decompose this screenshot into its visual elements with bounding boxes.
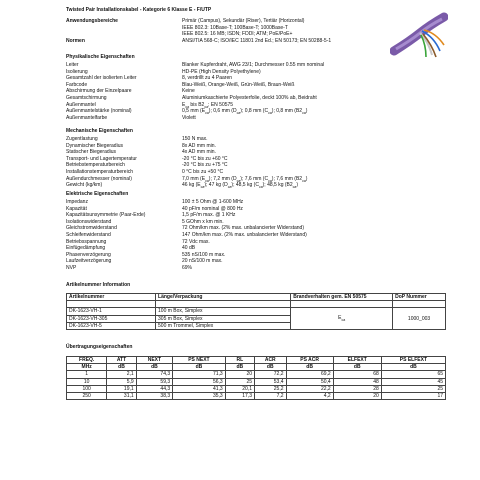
mechanical-value: 7,0 mm $(E_{ca})$; 7,2 mm $(D_{ca})$; 7,6 mm $(C_{ca})$; 7,6 mm $(B2_{ca})$ bbox=[182, 175, 308, 183]
tx-cell: 50,4 bbox=[286, 378, 333, 385]
physical-label: Farbcode bbox=[66, 81, 88, 88]
general-label: Normen bbox=[66, 37, 85, 44]
tx-cell: 59,3 bbox=[136, 378, 173, 385]
physical-row bbox=[66, 62, 446, 69]
table-row bbox=[67, 392, 446, 399]
article-heading: Artikelnummer Information bbox=[66, 282, 131, 288]
tx-cell: 5,9 bbox=[107, 378, 136, 385]
mechanical-section bbox=[66, 128, 446, 189]
electrical-label: Impedanz bbox=[66, 199, 88, 205]
tx-cell: 1 bbox=[67, 371, 107, 378]
physical-label: Isolierung bbox=[66, 68, 88, 75]
electrical-row bbox=[66, 212, 446, 219]
tx-cell: 35,3 bbox=[173, 392, 226, 399]
tx-cell: 20 bbox=[225, 371, 254, 378]
electrical-label: Einfügedämpfung bbox=[66, 245, 106, 252]
article-table bbox=[66, 293, 446, 330]
general-label bbox=[66, 25, 182, 32]
general-value: Primär (Campus), Sekundär (Riser), Tertiär (Horizontal) bbox=[182, 18, 305, 24]
mechanical-label: Gewicht (kg/km) bbox=[66, 182, 103, 189]
general-value: IEEE 802.5: 16 MB; ISDN; FDDI; ATM; PoE/PoE+ bbox=[182, 31, 293, 38]
mechanical-row bbox=[66, 149, 446, 156]
mechanical-label: Dynamischer Biegeradius bbox=[66, 142, 123, 149]
article-header-cell: Brandverhalten gem. EN 50575 bbox=[291, 294, 393, 301]
electrical-value: 40 dB bbox=[182, 245, 196, 252]
physical-value: Blau-Weiß, Orange-Weiß, Grün-Weiß, Braun-Weiß bbox=[182, 81, 295, 88]
electrical-row bbox=[66, 199, 446, 206]
electrical-value: 1,5 pF/m max. @ 1 KHz bbox=[182, 212, 236, 219]
tx-cell: 250 bbox=[67, 392, 107, 399]
tx-cell: 53,4 bbox=[255, 378, 287, 385]
mechanical-heading: Mechanische Eigenschaften bbox=[66, 128, 133, 134]
electrical-row bbox=[66, 225, 446, 232]
electrical-label: Betriebsspannung bbox=[66, 238, 107, 245]
physical-value: 0,5 mm $(E_{ca})$; 0,6 mm $(D_{ca})$; 0,8 mm $(C_{ca})$; 0,8 mm $(B2_{ca})$ bbox=[182, 108, 308, 115]
tx-cell: 25 bbox=[225, 378, 254, 385]
electrical-row bbox=[66, 252, 446, 259]
mechanical-value: 46 kg $(E_{ca})$; 47 kg $(D_{ca})$; 48,5 kg $(C_{ca})$; 48,5 kg $(B2_{ca})$ bbox=[182, 182, 299, 189]
physical-label: Abschirmung der Einzelpaare bbox=[66, 88, 132, 95]
tx-cell: 25,2 bbox=[255, 385, 287, 392]
tx-unit-cell: dB bbox=[381, 364, 445, 371]
electrical-label: NVP bbox=[66, 264, 77, 271]
electrical-value: 69% bbox=[182, 264, 193, 271]
general-row bbox=[66, 18, 446, 25]
mechanical-value: 0 °C bis zu +50 °C bbox=[182, 168, 224, 175]
physical-section bbox=[66, 54, 446, 121]
electrical-row bbox=[66, 258, 446, 265]
mechanical-value: 8x AD mm min. bbox=[182, 142, 216, 149]
transmission-table bbox=[66, 356, 446, 400]
physical-row bbox=[66, 95, 446, 102]
electrical-label: Gleichstromwiderstand bbox=[66, 225, 117, 232]
mechanical-row bbox=[66, 143, 446, 150]
tx-cell: 48 bbox=[333, 378, 381, 385]
article-header-cell: Artikelnummer bbox=[67, 294, 156, 301]
tx-cell: 68 bbox=[333, 371, 381, 378]
article-cell: DK-1623-VH-5 bbox=[67, 322, 156, 329]
table-row bbox=[67, 357, 446, 364]
tx-header-cell: ACR bbox=[255, 357, 287, 364]
physical-value: $E_{ca}$ bis $B2_{ca}$; EN 50575 bbox=[182, 101, 234, 109]
tx-cell: 69,2 bbox=[286, 371, 333, 378]
electrical-value: 72 Vdc max. bbox=[182, 238, 210, 245]
article-cell bbox=[393, 301, 446, 308]
tx-cell: 38,3 bbox=[136, 392, 173, 399]
article-cell: 100 m Box, Simplex bbox=[156, 308, 291, 315]
tx-cell: 56,3 bbox=[173, 378, 226, 385]
electrical-label: Phasenverzögerung bbox=[66, 251, 111, 258]
electrical-row bbox=[66, 219, 446, 226]
electrical-row bbox=[66, 232, 446, 239]
electrical-heading: Elektrische Eigenschaften bbox=[66, 191, 129, 197]
electrical-row bbox=[66, 239, 446, 246]
tx-cell: 45 bbox=[381, 378, 445, 385]
tx-cell: 4,2 bbox=[286, 392, 333, 399]
fire-class-cell: $E_{ca}$ bbox=[291, 308, 393, 330]
article-cell: 305 m Box, Simplex bbox=[156, 315, 291, 322]
general-label: Anwendungsbereiche bbox=[66, 18, 118, 24]
physical-row bbox=[66, 115, 446, 122]
tx-cell: 20 bbox=[333, 392, 381, 399]
tx-header-cell: ELFEXT bbox=[333, 357, 381, 364]
electrical-label: Kapazität bbox=[66, 205, 87, 212]
mechanical-value: -20 °C bis zu +60 °C bbox=[182, 155, 228, 162]
tx-header-cell: NEXT bbox=[136, 357, 173, 364]
mechanical-label: Transport- und Lagertemperatur bbox=[66, 155, 137, 162]
mechanical-label: Betriebstemperaturbereich bbox=[66, 162, 125, 169]
mechanical-value: 4x AD mm min. bbox=[182, 149, 216, 156]
tx-cell: 71,3 bbox=[173, 371, 226, 378]
electrical-label: Isolationswiderstand bbox=[66, 218, 112, 225]
physical-row bbox=[66, 88, 446, 95]
tx-unit-cell: dB bbox=[333, 364, 381, 371]
general-label bbox=[66, 31, 182, 38]
mechanical-row bbox=[66, 182, 446, 189]
tx-cell: 17,3 bbox=[225, 392, 254, 399]
tx-cell: 44,3 bbox=[136, 385, 173, 392]
general-value: ANSI/TIA 568-C; ISO/IEC 11801 2nd Ed.; EN 50173; EN 50288-5-1 bbox=[182, 37, 332, 44]
mechanical-row bbox=[66, 169, 446, 176]
mechanical-label: Zugentlastung bbox=[66, 136, 98, 142]
general-row bbox=[66, 25, 446, 32]
tx-cell: 25 bbox=[381, 385, 445, 392]
tx-unit-cell: dB bbox=[286, 364, 333, 371]
electrical-value: 100 ± 5 Ohm @ 1-600 MHz bbox=[182, 199, 244, 205]
article-cell bbox=[291, 301, 393, 308]
mechanical-label: Installationstemperaturbereich bbox=[66, 168, 133, 175]
electrical-value: 147 Ohm/km max. (2% max. unbalancierter Widerstand) bbox=[182, 231, 307, 238]
tx-header-cell: RL bbox=[225, 357, 254, 364]
electrical-value: 72 Ohm/km max. (2% max. unbalancierter Widerstand) bbox=[182, 225, 304, 232]
tx-cell: 20,1 bbox=[225, 385, 254, 392]
article-cell: DK-1623-VH-1 bbox=[67, 308, 156, 315]
mechanical-label: Statischer Biegeradius bbox=[66, 149, 117, 156]
physical-value: Violett bbox=[182, 114, 196, 121]
electrical-value: 20 nS/100 m max. bbox=[182, 258, 223, 265]
tx-header-cell: PS ELFEXT bbox=[381, 357, 445, 364]
physical-label: Außenmantelfarbe bbox=[66, 114, 108, 121]
tx-cell: 100 bbox=[67, 385, 107, 392]
tx-cell: 72,2 bbox=[255, 371, 287, 378]
mechanical-row bbox=[66, 156, 446, 163]
tx-cell: 17 bbox=[381, 392, 445, 399]
physical-value: Keine bbox=[182, 88, 195, 95]
physical-label: Gesamtschirmung bbox=[66, 94, 107, 101]
physical-value: HD-PE (High Density Polyethylene) bbox=[182, 68, 261, 75]
tx-header-cell: ATT bbox=[107, 357, 136, 364]
document-title: Twisted Pair Installationskabel - Kategorie 6 Klasse E - F/UTP bbox=[66, 7, 212, 13]
tx-unit-cell: dB bbox=[107, 364, 136, 371]
physical-value: Aluminiumkaschierte Polyesterfolie, deckt 100% ab, Beidraht bbox=[182, 94, 317, 101]
electrical-label: Laufzeitverzögerung bbox=[66, 258, 112, 265]
tx-cell: 10 bbox=[67, 378, 107, 385]
tx-cell: 74,3 bbox=[136, 371, 173, 378]
tx-cell: 31,1 bbox=[107, 392, 136, 399]
article-cell bbox=[67, 301, 156, 308]
physical-value: Blanker Kupferdraht, AWG 23/1; Durchmesser 0.55 mm nominal bbox=[182, 62, 325, 68]
tx-unit-cell: dB bbox=[225, 364, 254, 371]
physical-row bbox=[66, 75, 446, 82]
physical-label: Leiter bbox=[66, 62, 79, 68]
electrical-value: 40 pF/m nominal @ 800 Hz bbox=[182, 205, 243, 212]
general-row bbox=[66, 31, 446, 38]
table-row bbox=[67, 385, 446, 392]
tx-cell: 65 bbox=[381, 371, 445, 378]
physical-label: Außenmantel bbox=[66, 101, 96, 108]
tx-unit-cell: dB bbox=[173, 364, 226, 371]
electrical-section bbox=[66, 191, 446, 272]
tx-cell: 28 bbox=[333, 385, 381, 392]
electrical-label: Schleifenwiderstand bbox=[66, 231, 111, 238]
tx-cell: 41,3 bbox=[173, 385, 226, 392]
table-row bbox=[67, 378, 446, 385]
article-header-cell: DoP Nummer bbox=[393, 294, 446, 301]
table-row bbox=[67, 364, 446, 371]
article-cell: 500 m Trommel, Simplex bbox=[156, 322, 291, 329]
transmission-heading: Übertragungseigenschaften bbox=[66, 344, 133, 350]
table-row bbox=[67, 371, 446, 378]
electrical-row bbox=[66, 206, 446, 213]
electrical-value: 535 nS/100 m max. bbox=[182, 251, 226, 258]
tx-unit-cell: dB bbox=[136, 364, 173, 371]
tx-unit-cell: MHz bbox=[67, 364, 107, 371]
physical-row bbox=[66, 102, 446, 109]
electrical-label: Kapazitätsunsymmetrie (Paar-Erde) bbox=[66, 212, 146, 219]
electrical-row bbox=[66, 265, 446, 272]
tx-header-cell: PS ACR bbox=[286, 357, 333, 364]
general-row bbox=[66, 38, 446, 45]
table-row bbox=[67, 308, 446, 315]
tx-cell: 7,2 bbox=[255, 392, 287, 399]
mechanical-label: Außendurchmesser (nominal) bbox=[66, 175, 132, 182]
tx-unit-cell: dB bbox=[255, 364, 287, 371]
electrical-value: 5 GOhm x km min. bbox=[182, 218, 224, 225]
tx-header-cell: PS NEXT bbox=[173, 357, 226, 364]
physical-row bbox=[66, 69, 446, 76]
electrical-row bbox=[66, 245, 446, 252]
dop-number-cell: 1000_003 bbox=[393, 308, 446, 330]
article-header-cell: Länge/Verpackung bbox=[156, 294, 291, 301]
mechanical-value: 150 N max. bbox=[182, 136, 208, 142]
general-value: IEEE 802.3: 10Base-T; 100Base-T; 1000Base-T bbox=[182, 24, 288, 31]
mechanical-value: -20 °C bis zu +75 °C bbox=[182, 162, 228, 169]
mechanical-row bbox=[66, 136, 446, 143]
article-cell bbox=[156, 301, 291, 308]
physical-row bbox=[66, 82, 446, 89]
tx-cell: 22,2 bbox=[286, 385, 333, 392]
general-section bbox=[66, 18, 446, 44]
physical-row bbox=[66, 108, 446, 115]
mechanical-row bbox=[66, 162, 446, 169]
tx-cell: 19,1 bbox=[107, 385, 136, 392]
mechanical-row bbox=[66, 176, 446, 183]
tx-cell: 2,1 bbox=[107, 371, 136, 378]
physical-value: 8, verdrillt zu 4 Paaren bbox=[182, 75, 233, 82]
physical-heading: Physikalische Eigenschaften bbox=[66, 54, 135, 60]
tx-header-cell: FREQ. bbox=[67, 357, 107, 364]
article-cell: DK-1623-VH-305 bbox=[67, 315, 156, 322]
physical-label: Außenmantelstärke (nominal) bbox=[66, 108, 132, 115]
physical-label: Gesamtzahl der isolierten Leiter bbox=[66, 75, 137, 82]
